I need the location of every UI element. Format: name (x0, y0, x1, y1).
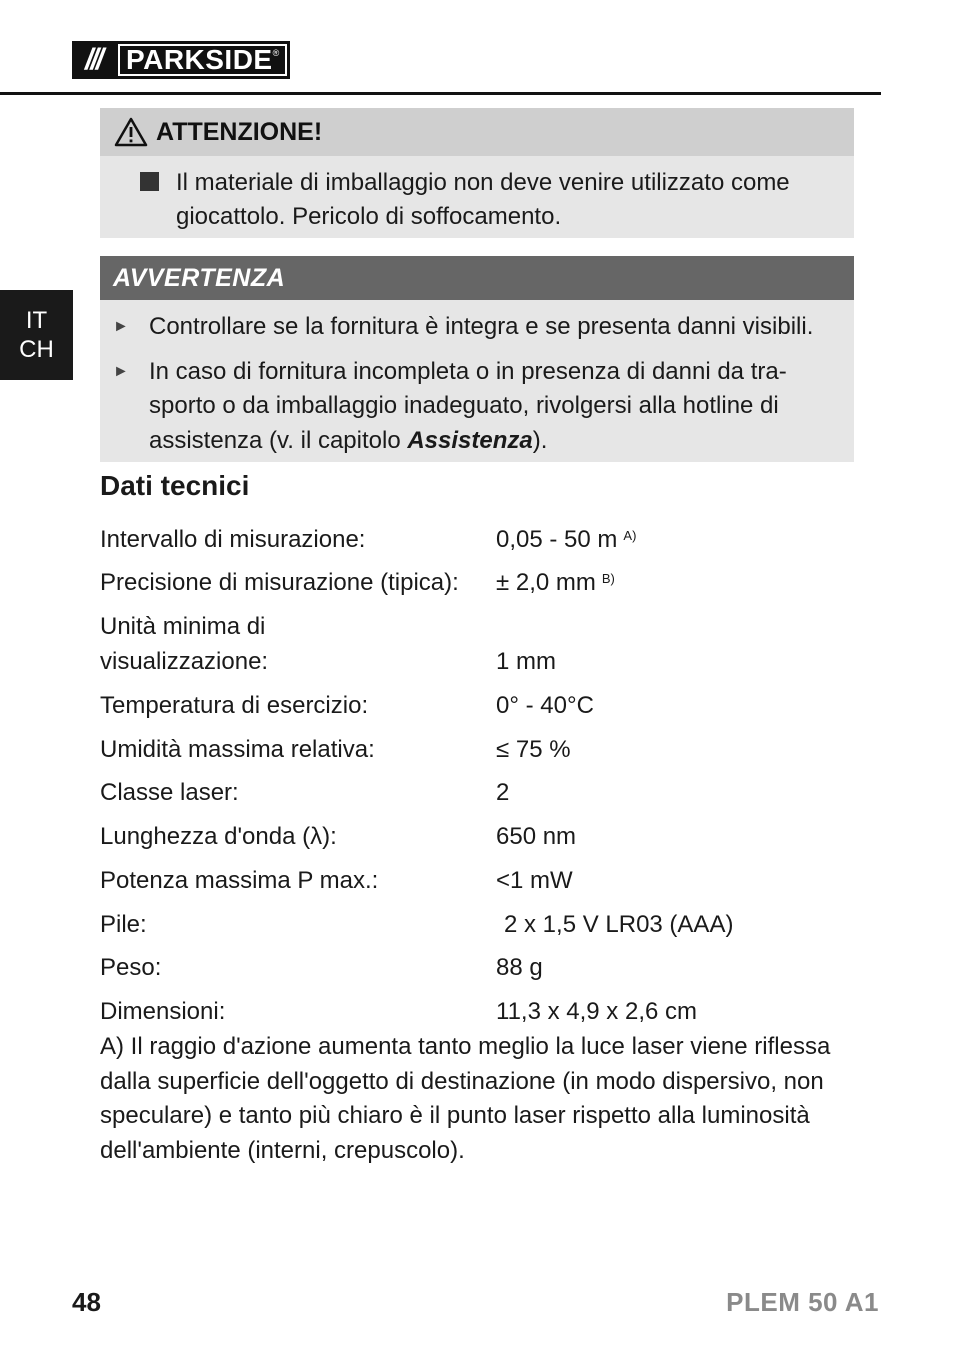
spec-row (100, 600, 860, 679)
spec-label: Potenza massima P max.: (100, 866, 379, 894)
spec-value: 650 nm (496, 823, 577, 851)
spec-label: Precisione di misurazione (tipica): (100, 569, 459, 597)
header-rule (0, 92, 881, 95)
spec-label: Lunghezza d'onda (λ): (100, 823, 337, 851)
section-title: Dati tecnici (100, 470, 250, 501)
spec-label: Unità minima di visualizzazione: (100, 613, 269, 676)
spec-value: <1 mW (496, 866, 573, 894)
notice-list (100, 300, 854, 458)
spec-label: Temperatura di esercizio: (100, 692, 369, 720)
spec-value: 88 g (496, 954, 543, 982)
spec-value: 1 mm (496, 648, 556, 676)
spec-value-text: 0,05 - 50 m (496, 525, 618, 553)
spec-label: Peso: (100, 954, 162, 982)
assistance-chapter-ref: Assistenza (407, 426, 533, 454)
spec-label: Umidità massima relativa: (100, 735, 375, 763)
warning-triangle-icon (114, 117, 148, 147)
spec-value (496, 522, 636, 557)
spec-value: 2 (496, 779, 510, 807)
spec-value: 0° - 40°C (496, 692, 594, 720)
caution-text-bold: Pericolo di soffocamento. (292, 203, 562, 230)
spec-value: ≤ 75 % (496, 735, 571, 763)
registered-mark: ® (272, 48, 280, 58)
spec-value: 11,3 x 4,9 x 2,6 cm (496, 997, 697, 1025)
caution-header (100, 108, 854, 156)
specs-footnote: A) Il raggio d'azione aumenta tanto meglio la luce laser viene riflessa dalla superficie dell'oggetto di destinazione (in modo dispersivo, non speculare) e tanto più chiaro è il punto laser rispetto alla luminosità dell'ambiente (interni, crepuscolo). (100, 1033, 831, 1164)
notice-header (100, 256, 854, 300)
spec-row (100, 854, 860, 898)
spec-value: 2 x 1,5 V LR03 (AAA) (504, 910, 734, 938)
lang-code-ch: CH (19, 336, 54, 363)
caution-title: ATTENZIONE! (156, 117, 323, 146)
lang-code-it: IT (25, 307, 48, 334)
notice-item-tail: ). (532, 426, 548, 454)
caution-box (100, 108, 854, 238)
model-name: PLEM 50 A1 (726, 1287, 879, 1317)
notice-item-text: In caso di fornitura incompleta o in presenza di danni da tra-sporto o da imballaggio inadeguato, rivolgersi alla hotline di assistenza (v. il capitolo (149, 357, 787, 454)
spec-label: Intervallo di misurazione: (100, 525, 366, 553)
spec-row (100, 942, 860, 986)
brand-name: PARKSIDE (126, 44, 273, 75)
language-tab (0, 290, 73, 380)
list-item (113, 310, 824, 345)
brand-logo (72, 41, 290, 79)
spec-row (100, 513, 860, 557)
spec-row (100, 723, 860, 767)
spec-footnote-ref: B) (601, 571, 615, 587)
spec-row (100, 557, 860, 601)
spec-row (100, 679, 860, 723)
notice-box (100, 256, 854, 462)
spec-footnote-ref: A) (623, 527, 637, 543)
spec-label: Classe laser: (100, 779, 239, 807)
spec-row (100, 810, 860, 854)
notice-item-text: Controllare se la fornitura è integra e se presenta danni visibili. (149, 313, 814, 340)
spec-value (496, 565, 615, 600)
caution-body (100, 156, 854, 234)
spec-row (100, 985, 860, 1029)
brand-wordbox (118, 44, 287, 76)
spec-label: Pile: (100, 910, 147, 938)
spec-value-text: ± 2,0 mm (496, 569, 596, 597)
specs-table (100, 513, 860, 1029)
list-item (113, 355, 824, 459)
spec-label: Dimensioni: (100, 997, 226, 1025)
caution-text: Il materiale di imballaggio non deve venire utilizzato come giocattolo. (176, 169, 790, 230)
spec-row (100, 767, 860, 811)
arrow-bullet-icon: ► (113, 318, 129, 335)
spec-row (100, 898, 860, 942)
brand-mark: /// (84, 43, 101, 76)
page-number: 48 (72, 1287, 101, 1317)
notice-title: AVVERTENZA (113, 263, 286, 292)
square-bullet-icon (140, 172, 159, 191)
arrow-bullet-icon: ► (113, 362, 129, 380)
